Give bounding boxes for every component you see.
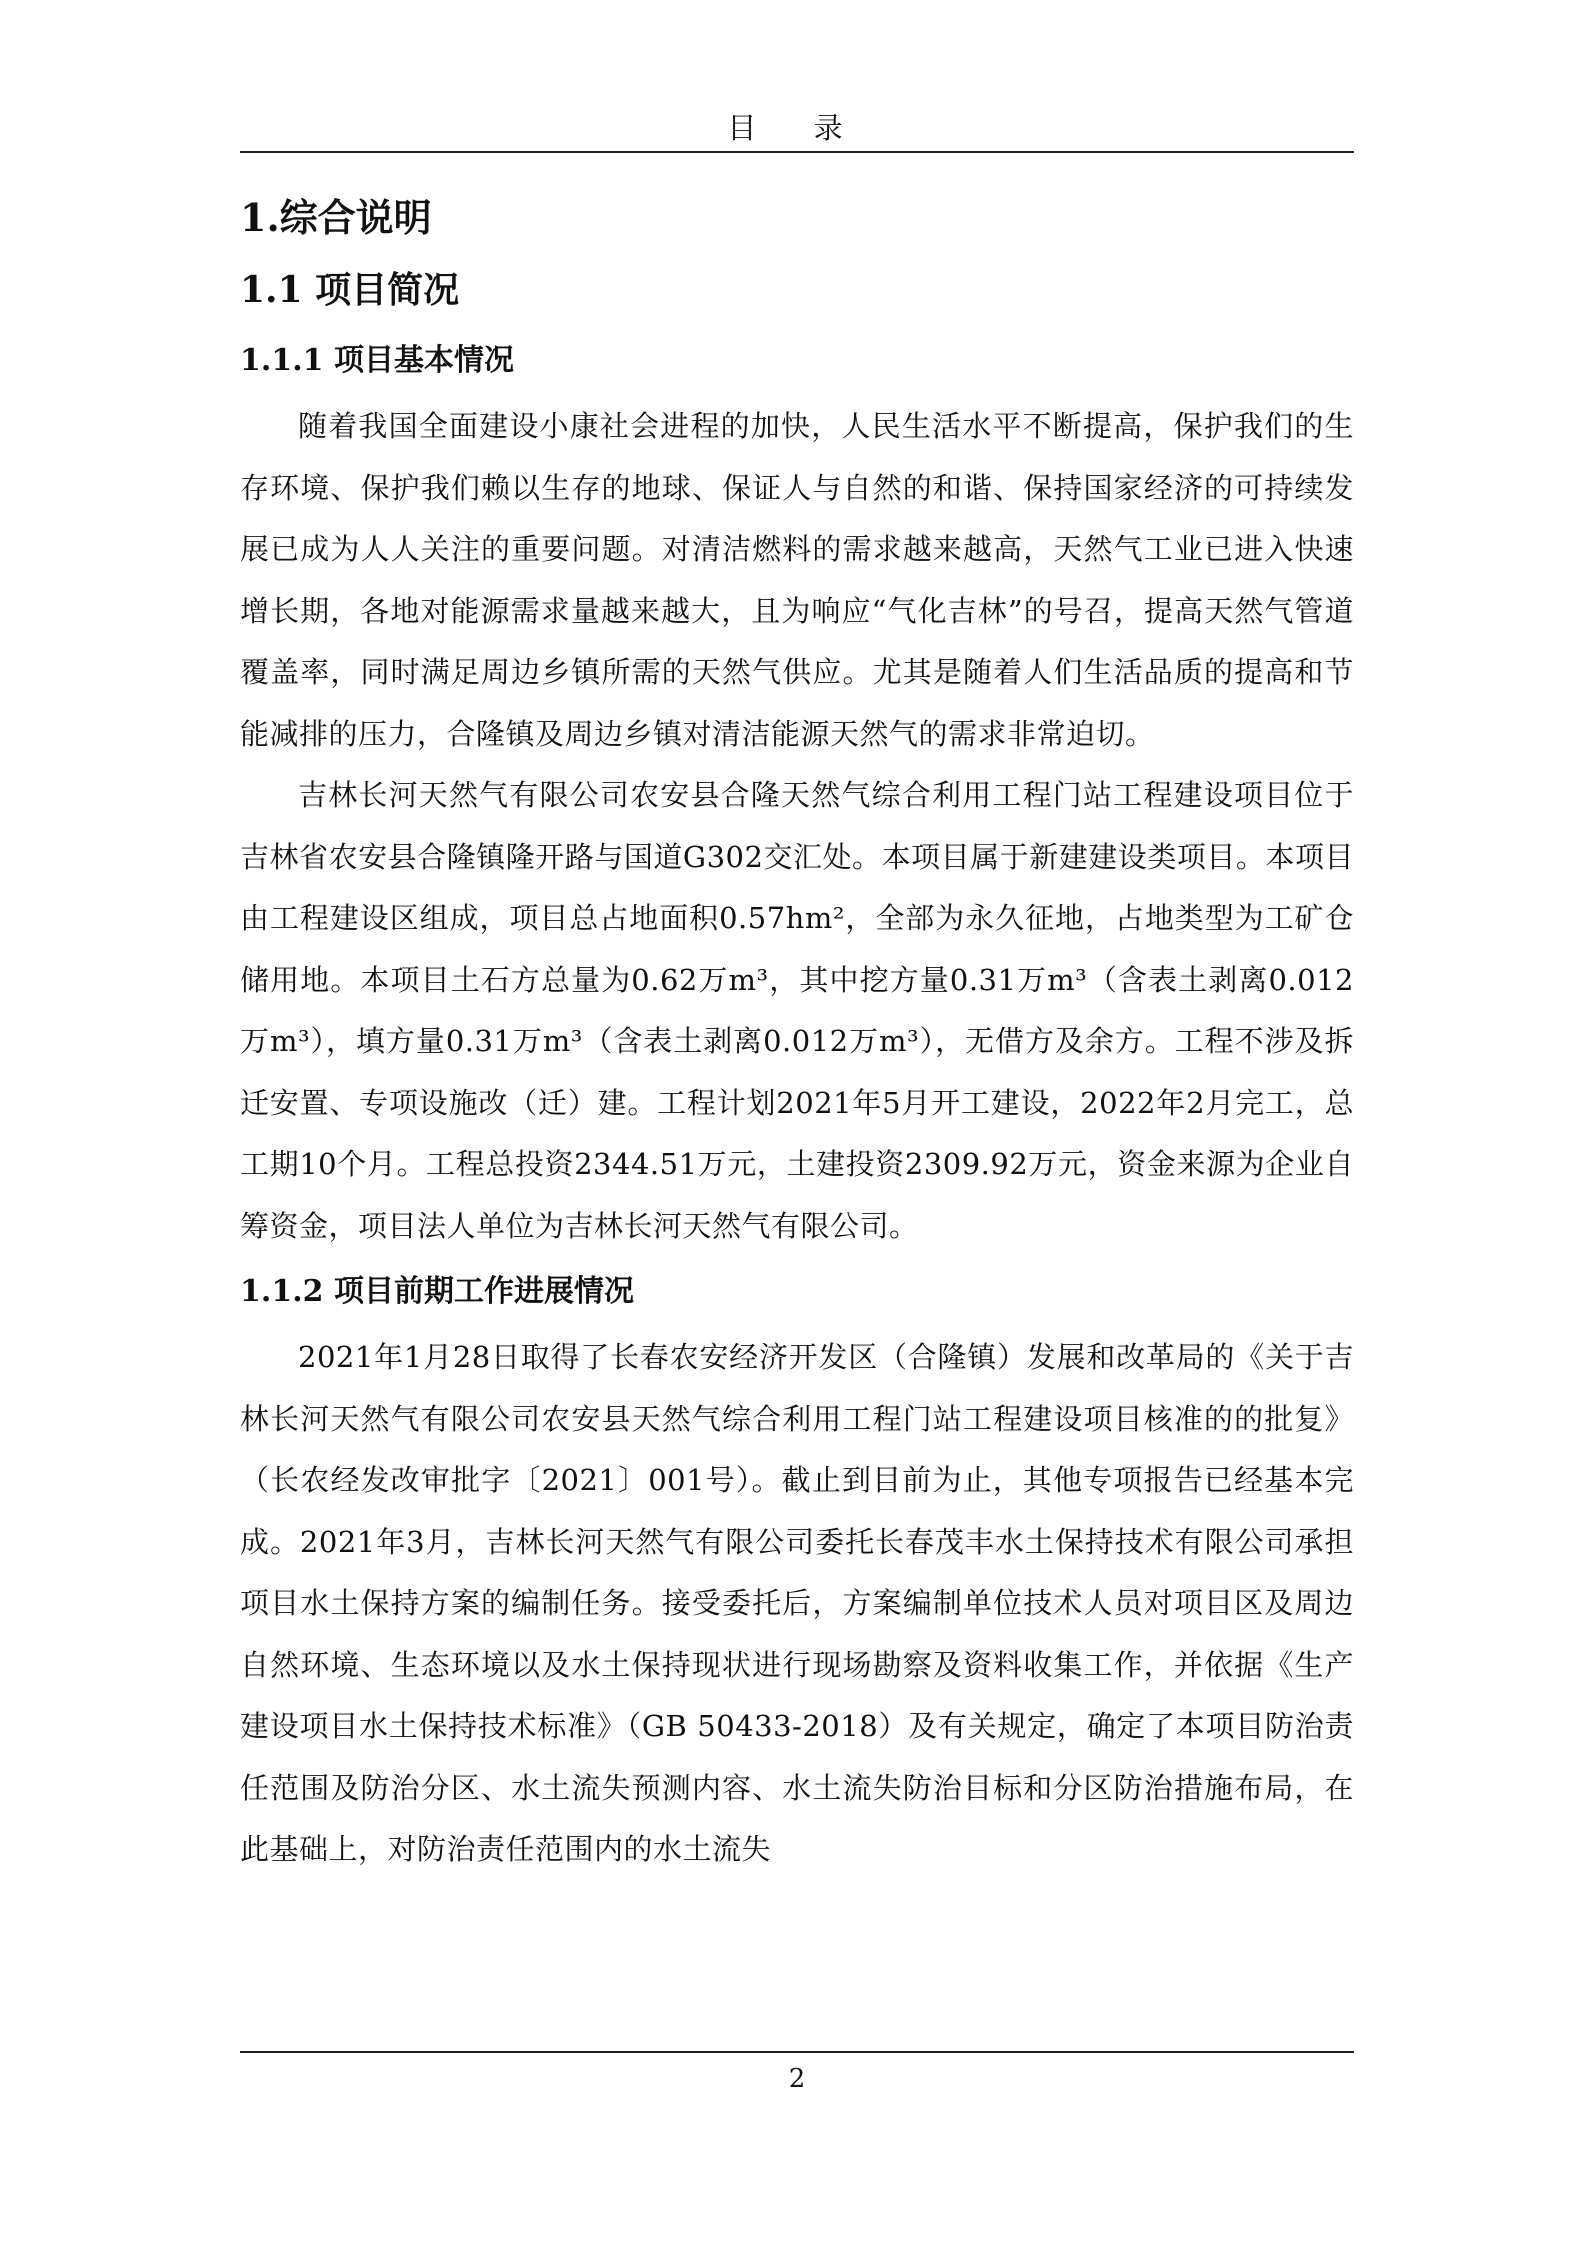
paragraph-background: 随着我国全面建设小康社会进程的加快，人民生活水平不断提高，保护我们的生存环境、保护我们赖以生存的地球、保证人与自然的和谐、保持国家经济的可持续发展已成为人人关注的重要问题。对清洁燃料的需求越来越高，天然气工业已进入快速增长期，各地对能源需求量越来越大，且为响应“气化吉林”的号召，提高天然气管道覆盖率，同时满足周边乡镇所需的天然气供应。尤其是随着人们生活品质的提高和节能减排的压力，合隆镇及周边乡镇对清洁能源天然气的需求非常迫切。 xyxy=(240,409,1354,751)
section-heading-1-1-2: 1.1.2 项目前期工作进展情况 xyxy=(240,1274,634,1309)
page-number: 2 xyxy=(788,2064,806,2094)
section-heading-1-1: 1.1 项目简况 xyxy=(240,269,460,311)
header-divider xyxy=(240,151,1354,153)
section-heading-1: 1.综合说明 xyxy=(240,195,432,240)
paragraph-project-overview: 吉林长河天然气有限公司农安县合隆天然气综合利用工程门站工程建设项目位于吉林省农安县合隆镇隆开路与国道G302交汇处。本项目属于新建建设类项目。本项目由工程建设区组成，项目总占地面积0.57hm²，全部为永久征地，占地类型为工矿仓储用地。本项目土石方总量为0.62万m³，其中挖方量0.31万m³（含表土剥离0.012万m³），填方量0.31万m³（含表土剥离0.012万m³），无借方及余方。工程不涉及拆迁安置、专项设施改（迁）建。工程计划2021年5月开工建设，2022年2月完工，总工期10个月。工程总投资2344.51万元，土建投资2309.92万元，资金来源为企业自筹资金，项目法人单位为吉林长河天然气有限公司。 xyxy=(240,778,1354,1243)
section-heading-1-1-1: 1.1.1 项目基本情况 xyxy=(240,343,514,378)
page-header-title: 目 录 xyxy=(727,111,867,145)
paragraph-preliminary-work: 2021年1月28日取得了长春农安经济开发区（合隆镇）发展和改革局的《关于吉林长河天然气有限公司农安县天然气综合利用工程门站工程建设项目核准的的批复》（长农经发改审批字〔2021〕001号）。截止到目前为止，其他专项报告已经基本完成。2021年3月，吉林长河天然气有限公司委托长春茂丰水土保持技术有限公司承担项目水土保持方案的编制任务。接受委托后，方案编制单位技术人员对项目区及周边自然环境、生态环境以及水土保持现状进行现场勘察及资料收集工作，并依据《生产建设项目水土保持技术标准》（GB 50433-2018）及有关规定，确定了本项目防治责任范围及防治分区、水土流失预测内容、水土流失防治目标和分区防治措施布局，在此基础上，对防治责任范围内的水土流失 xyxy=(240,1340,1354,1866)
footer-divider xyxy=(240,2051,1354,2053)
document-body xyxy=(240,182,1354,1881)
